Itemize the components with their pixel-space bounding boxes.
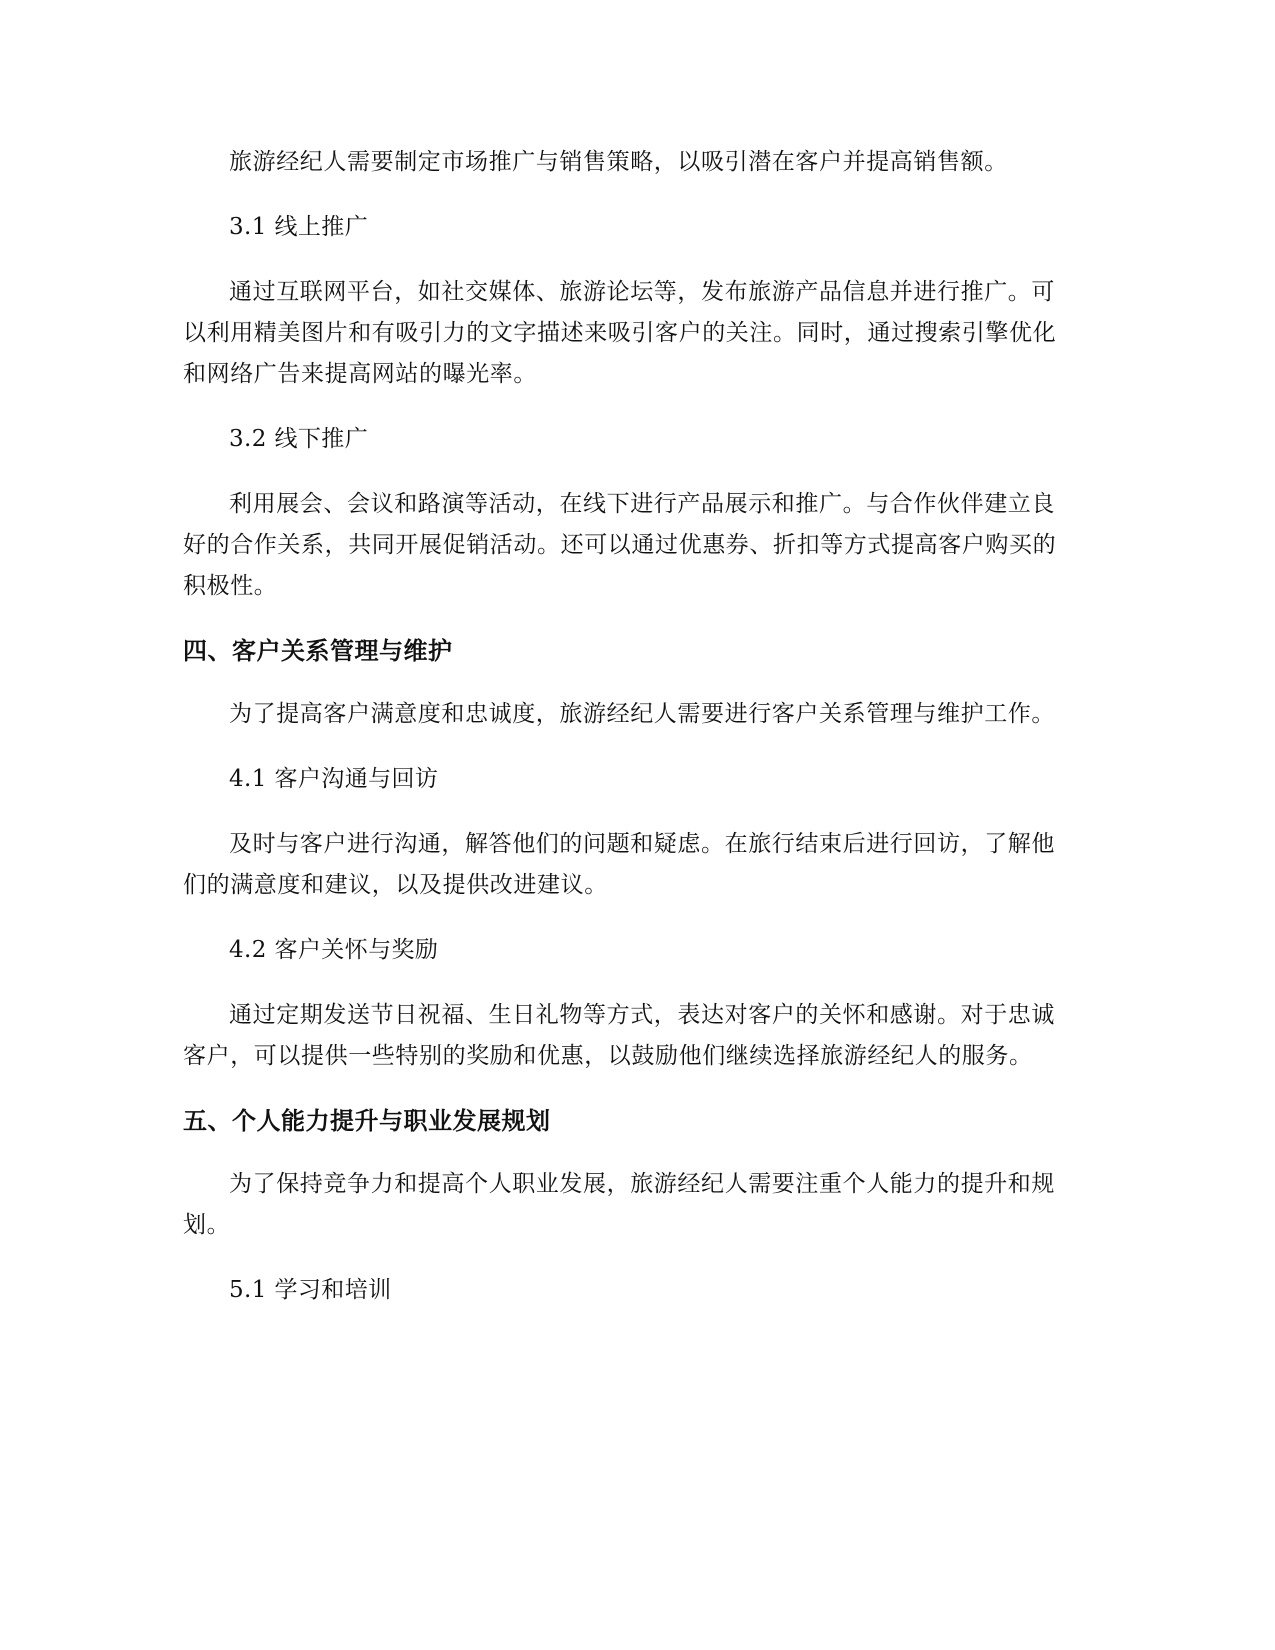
document-body [183, 142, 1068, 1335]
paragraph-care-rewards: 通过定期发送节日祝福、生日礼物等方式，表达对客户的关怀和感谢。对于忠诚客户，可以提供一些特别的奖励和优惠，以鼓励他们继续选择旅游经纪人的服务。 [183, 1002, 1055, 1069]
paragraph-marketing-intro: 旅游经纪人需要制定市场推广与销售策略，以吸引潜在客户并提高销售额。 [229, 149, 1008, 175]
paragraph-career-development-intro: 为了保持竞争力和提高个人职业发展，旅游经纪人需要注重个人能力的提升和规划。 [183, 1171, 1055, 1238]
subheading-online-promotion: 3.1 线上推广 [229, 214, 369, 240]
heading-customer-relations: 四、客户关系管理与维护 [183, 637, 453, 665]
paragraph-communication-followup: 及时与客户进行沟通，解答他们的问题和疑虑。在旅行结束后进行回访，了解他们的满意度和建议，以及提供改进建议。 [183, 831, 1055, 898]
paragraph-offline-promotion: 利用展会、会议和路演等活动，在线下进行产品展示和推广。与合作伙伴建立良好的合作关系，共同开展促销活动。还可以通过优惠券、折扣等方式提高客户购买的积极性。 [183, 491, 1057, 599]
paragraph-online-promotion: 通过互联网平台，如社交媒体、旅游论坛等，发布旅游产品信息并进行推广。可以利用精美图片和有吸引力的文字描述来吸引客户的关注。同时，通过搜索引擎优化和网络广告来提高网站的曝光率。 [183, 279, 1057, 387]
subheading-learning-training: 5.1 学习和培训 [229, 1277, 392, 1303]
paragraph-customer-relations-intro: 为了提高客户满意度和忠诚度，旅游经纪人需要进行客户关系管理与维护工作。 [229, 701, 1055, 727]
subheading-care-rewards: 4.2 客户关怀与奖励 [229, 937, 439, 963]
subheading-communication-followup: 4.1 客户沟通与回访 [229, 766, 439, 792]
subheading-offline-promotion: 3.2 线下推广 [229, 426, 369, 452]
heading-career-development: 五、个人能力提升与职业发展规划 [183, 1107, 551, 1135]
